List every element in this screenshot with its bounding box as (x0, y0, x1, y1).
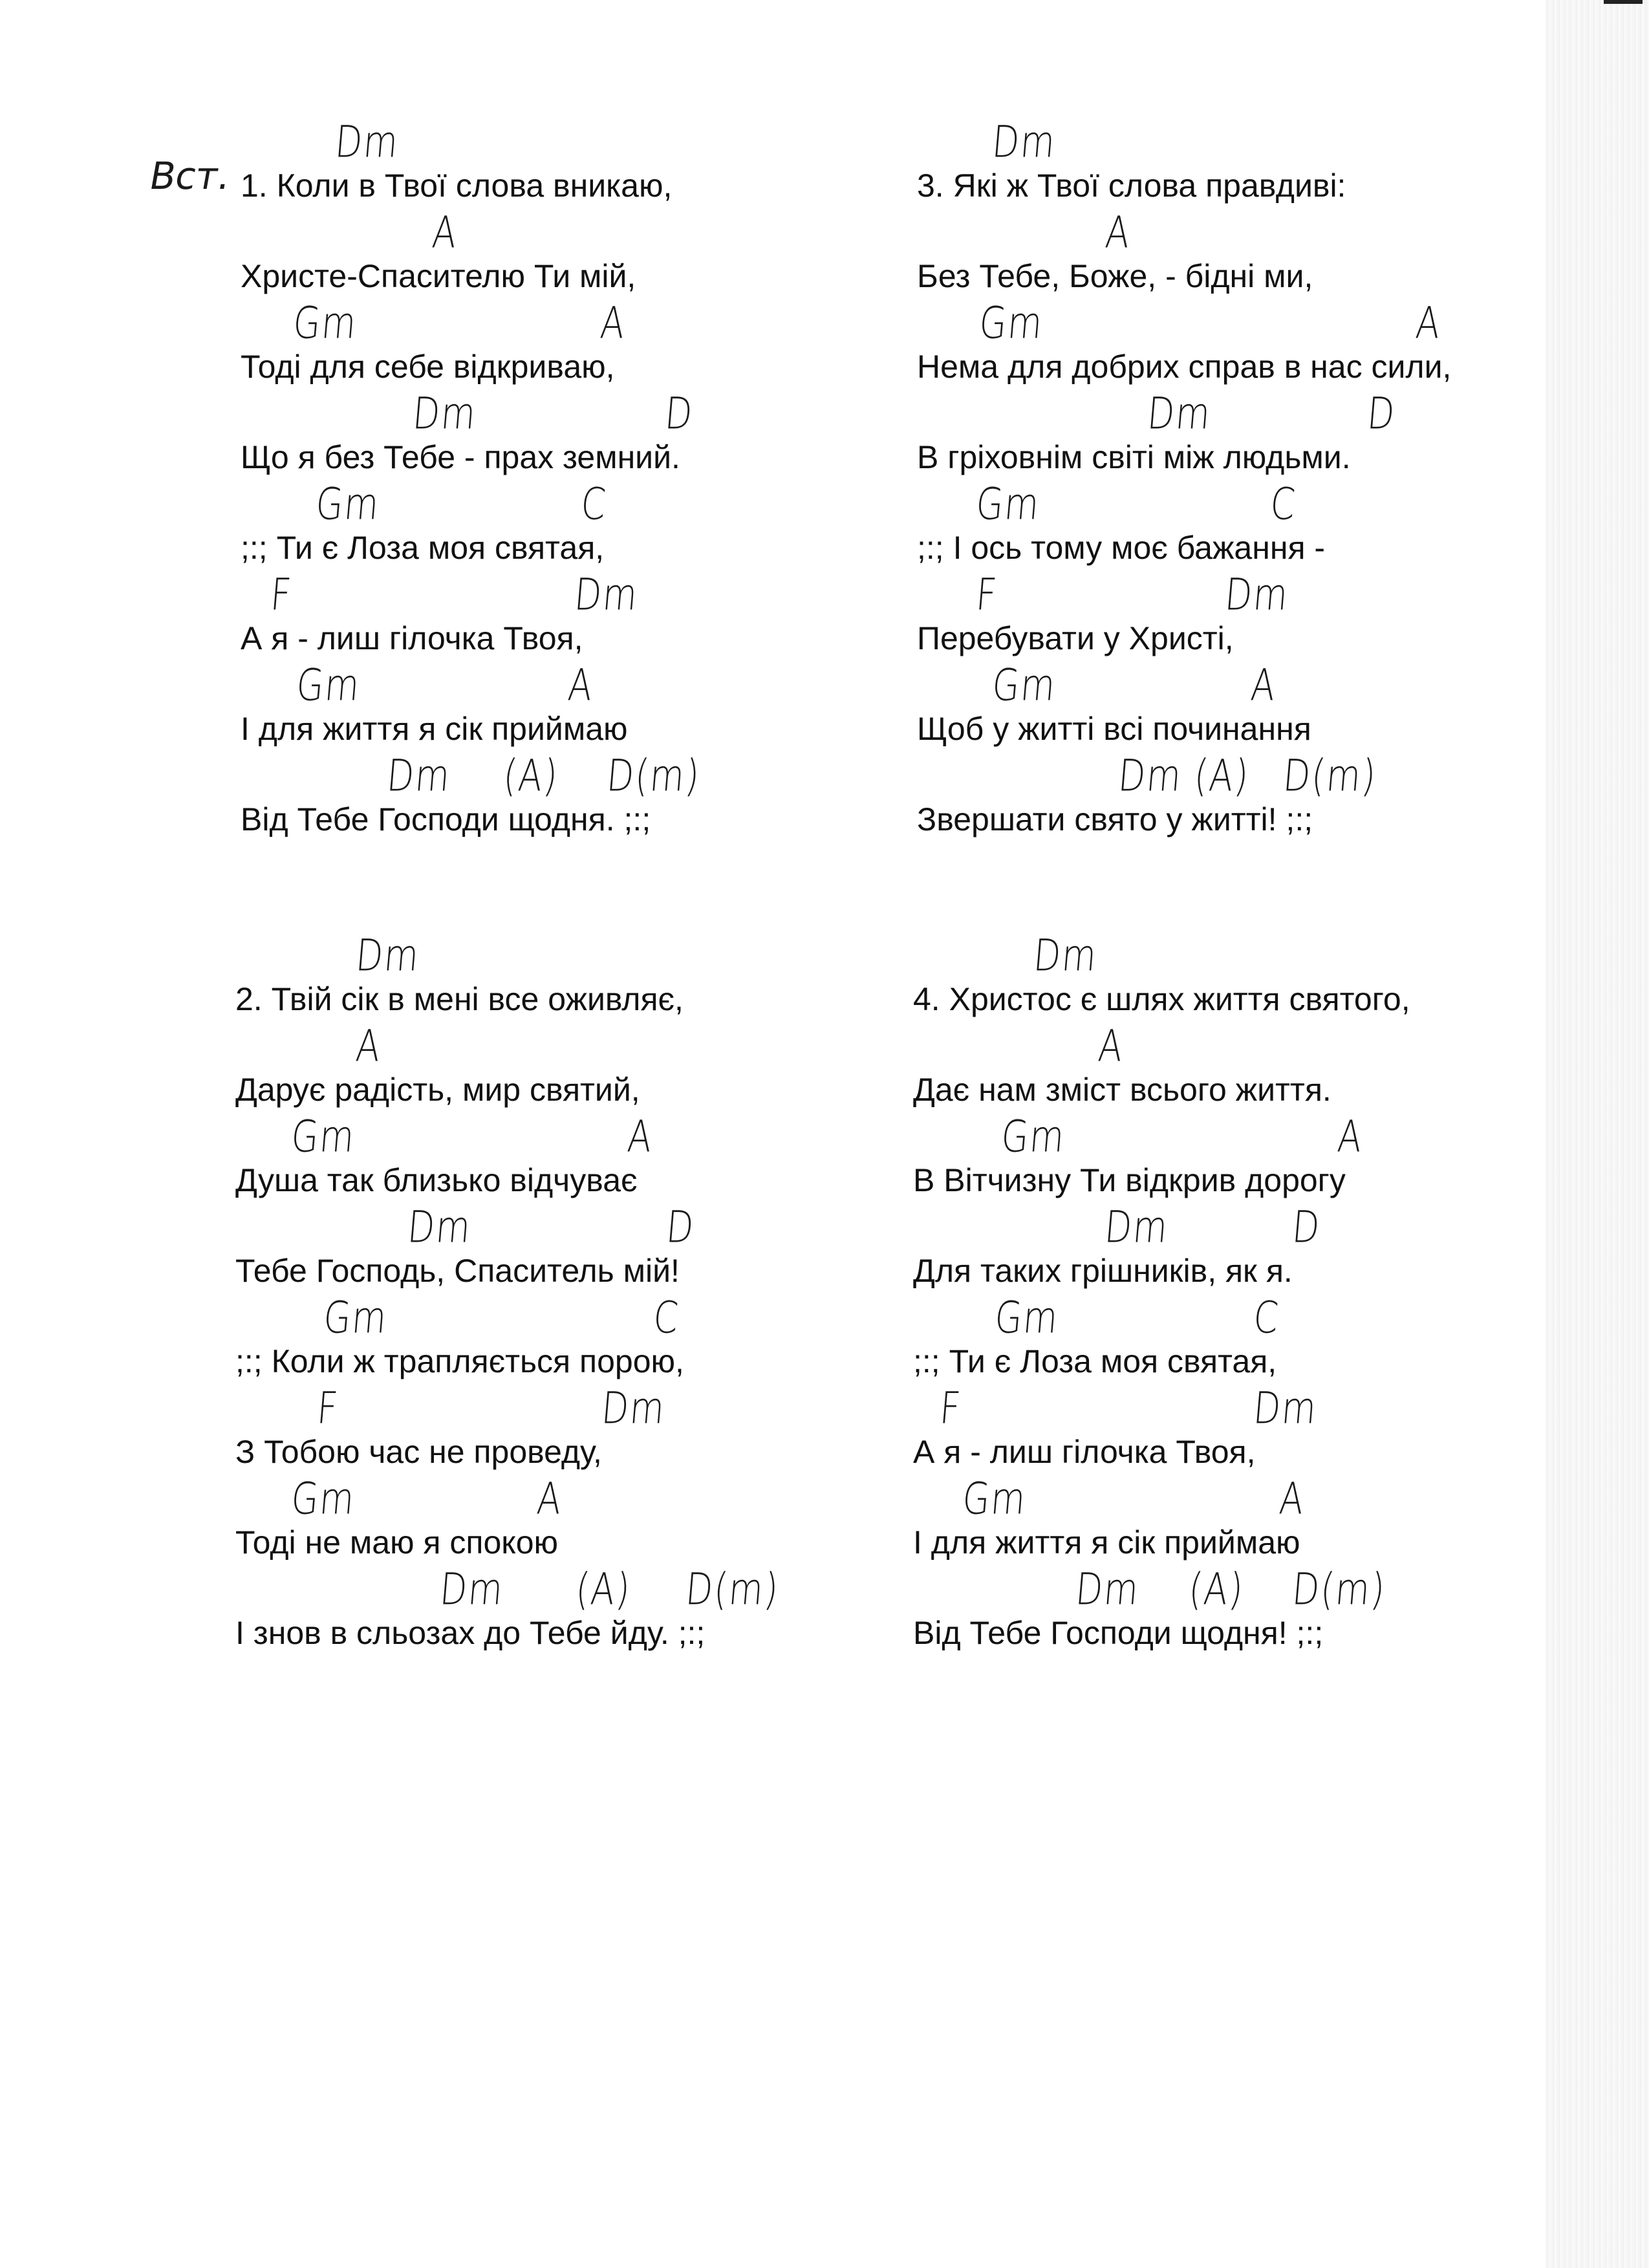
intro-mark: Вст. (146, 154, 234, 198)
chord-label: Dm (354, 930, 422, 981)
chord-label: A (430, 207, 460, 258)
chord-row (913, 1564, 1624, 1615)
chord-row (913, 1473, 1624, 1524)
chord-label: Dm (1103, 1202, 1171, 1253)
chord-label: A (566, 660, 596, 711)
chord-label: D (1290, 1202, 1323, 1253)
chord-label: Dm (1031, 930, 1100, 981)
lyric-text: ;:; Коли ж трапляється порою, (235, 1343, 684, 1379)
chord-row (917, 297, 1628, 349)
chord-label: Gm (990, 660, 1059, 711)
chord-row (917, 207, 1628, 258)
chord-label: Gm (974, 479, 1042, 530)
chord-row (917, 569, 1628, 620)
lyric-text: Звершати свято у житті! ;:; (917, 801, 1313, 837)
lyric-text: Перебувати у Христі, (917, 620, 1234, 656)
lyric-text: А я - лиш гілочка Твоя, (241, 620, 583, 656)
chord-label: F (268, 569, 295, 620)
chord-label: D(m) (1290, 1564, 1388, 1615)
chord-label: A (354, 1021, 383, 1072)
lyric-text: І для життя я сік приймаю (241, 711, 628, 747)
corner-mark (1604, 0, 1643, 4)
chord-label: A (625, 1111, 655, 1162)
chord-label: D (1365, 388, 1398, 439)
lyric-text: В Вітчизну Ти відкрив дорогу (913, 1162, 1346, 1198)
chord-row (917, 660, 1628, 711)
chord-label: Dm (405, 1202, 474, 1253)
chord-label: A (1414, 297, 1443, 349)
chord-label: Dm (1251, 1383, 1320, 1434)
chord-label: Dm (411, 388, 479, 439)
chord-label: Gm (294, 660, 363, 711)
chord-label: (A) (574, 1564, 634, 1615)
lyric-text: А я - лиш гілочка Твоя, (913, 1434, 1256, 1470)
chord-label: A (1277, 1473, 1307, 1524)
chord-row (917, 750, 1628, 801)
chord-label: C (651, 1292, 682, 1343)
chord-row (241, 207, 952, 258)
lyric-text: Від Тебе Господи щодня. ;:; (241, 801, 651, 837)
lyric-text: 4. Христос є шлях життя святого, (913, 981, 1410, 1017)
chord-label: (A) (1187, 1564, 1247, 1615)
chord-row (917, 479, 1628, 530)
chord-label: Dm (1145, 388, 1214, 439)
chord-row (241, 660, 952, 711)
chord-row (241, 479, 952, 530)
chord-label: D(m) (605, 750, 703, 801)
lyric-text: Дає нам зміст всього життя. (913, 1072, 1331, 1108)
chord-label: Gm (977, 297, 1046, 349)
chord-label: Dm (333, 116, 402, 167)
chord-label: A (598, 297, 628, 349)
chord-label: Gm (321, 1292, 390, 1343)
chord-label: F (315, 1383, 341, 1434)
chord-label: C (1251, 1292, 1282, 1343)
chord-row (913, 1111, 1624, 1162)
chord-row (913, 1021, 1624, 1072)
lyric-text: Без Тебе, Боже, - бідні ми, (917, 258, 1313, 294)
chord-label: Dm (1073, 1564, 1142, 1615)
chord-label: D(m) (1281, 750, 1379, 801)
lyric-text: Від Тебе Господи щодня! ;:; (913, 1615, 1324, 1651)
chord-label: F (938, 1383, 964, 1434)
lyric-text: І знов в сльозах до Тебе йду. ;:; (235, 1615, 706, 1651)
chord-label: Dm (1223, 569, 1291, 620)
chord-row (235, 1564, 947, 1615)
chord-label: A (1103, 207, 1133, 258)
chord-label: F (974, 569, 1000, 620)
chord-label: D(m) (684, 1564, 782, 1615)
chord-label: A (1335, 1111, 1365, 1162)
chord-label: Dm (990, 116, 1059, 167)
chord-label: Gm (993, 1292, 1061, 1343)
chord-row (917, 116, 1628, 167)
lyric-text: І для життя я сік приймаю (913, 1524, 1300, 1561)
chord-row (235, 1383, 947, 1434)
chord-label: D (664, 1202, 697, 1253)
chord-label: A (1096, 1021, 1126, 1072)
chord-label: Dm (438, 1564, 506, 1615)
chord-row (235, 1111, 947, 1162)
chord-label: D (663, 388, 696, 439)
lyric-text: 3. Які ж Твої слова правдиві: (917, 167, 1346, 204)
chord-label: C (1268, 479, 1299, 530)
chord-row (917, 388, 1628, 439)
lyric-text: Тебе Господь, Спаситель мій! (235, 1253, 680, 1289)
chord-label: (A) (501, 750, 561, 801)
chord-label: Gm (314, 479, 382, 530)
lyric-text: Тоді для себе відкриваю, (241, 349, 615, 385)
lyric-text: Для таких грішників, як я. (913, 1253, 1293, 1289)
lyric-text: Щоб у житті всі починання (917, 711, 1311, 747)
chord-label: Dm (599, 1383, 668, 1434)
lyric-text: Тоді не маю я спокою (235, 1524, 558, 1561)
chord-row (235, 1473, 947, 1524)
lyric-text: З Тобою час не проведу, (235, 1434, 602, 1470)
chord-label: A (535, 1473, 565, 1524)
lyric-text: 2. Твій сік в мені все оживляє, (235, 981, 684, 1017)
chord-label: Gm (289, 1111, 358, 1162)
chord-label: Gm (999, 1111, 1068, 1162)
lyric-text: ;:; І ось тому моє бажання - (917, 530, 1326, 566)
chord-row (241, 297, 952, 349)
chord-row (235, 1021, 947, 1072)
chord-row (241, 750, 952, 801)
chord-label: Dm (572, 569, 641, 620)
chord-row (235, 930, 947, 981)
chord-row (241, 116, 952, 167)
chord-label: Dm (385, 750, 453, 801)
lyric-text: Христе-Спасителю Ти мій, (241, 258, 636, 294)
chord-label: Dm (A) (1116, 750, 1252, 801)
lyric-text: Що я без Тебе - прах земний. (241, 439, 680, 475)
chord-row (241, 388, 952, 439)
chord-row (235, 1202, 947, 1253)
lyric-text: Дарує радість, мир святий, (235, 1072, 640, 1108)
lyric-text: Нема для добрих справ в нас сили, (917, 349, 1452, 385)
lyric-text: ;:; Ти є Лоза моя святая, (913, 1343, 1277, 1379)
lyric-text: ;:; Ти є Лоза моя святая, (241, 530, 605, 566)
chord-label: Gm (289, 1473, 358, 1524)
chord-row (913, 1383, 1624, 1434)
chord-row (241, 569, 952, 620)
lyric-text: Душа так близько відчуває (235, 1162, 638, 1198)
chord-row (913, 1292, 1624, 1343)
lyric-text: В гріховнім світі між людьми. (917, 439, 1351, 475)
chord-row (913, 1202, 1624, 1253)
chord-label: Gm (291, 297, 360, 349)
chord-label: Gm (960, 1473, 1029, 1524)
chord-label: A (1249, 660, 1278, 711)
chord-row (235, 1292, 947, 1343)
chord-label: C (579, 479, 609, 530)
lyric-text: 1. Коли в Твої слова вникаю, (241, 167, 673, 204)
chord-row (913, 930, 1624, 981)
